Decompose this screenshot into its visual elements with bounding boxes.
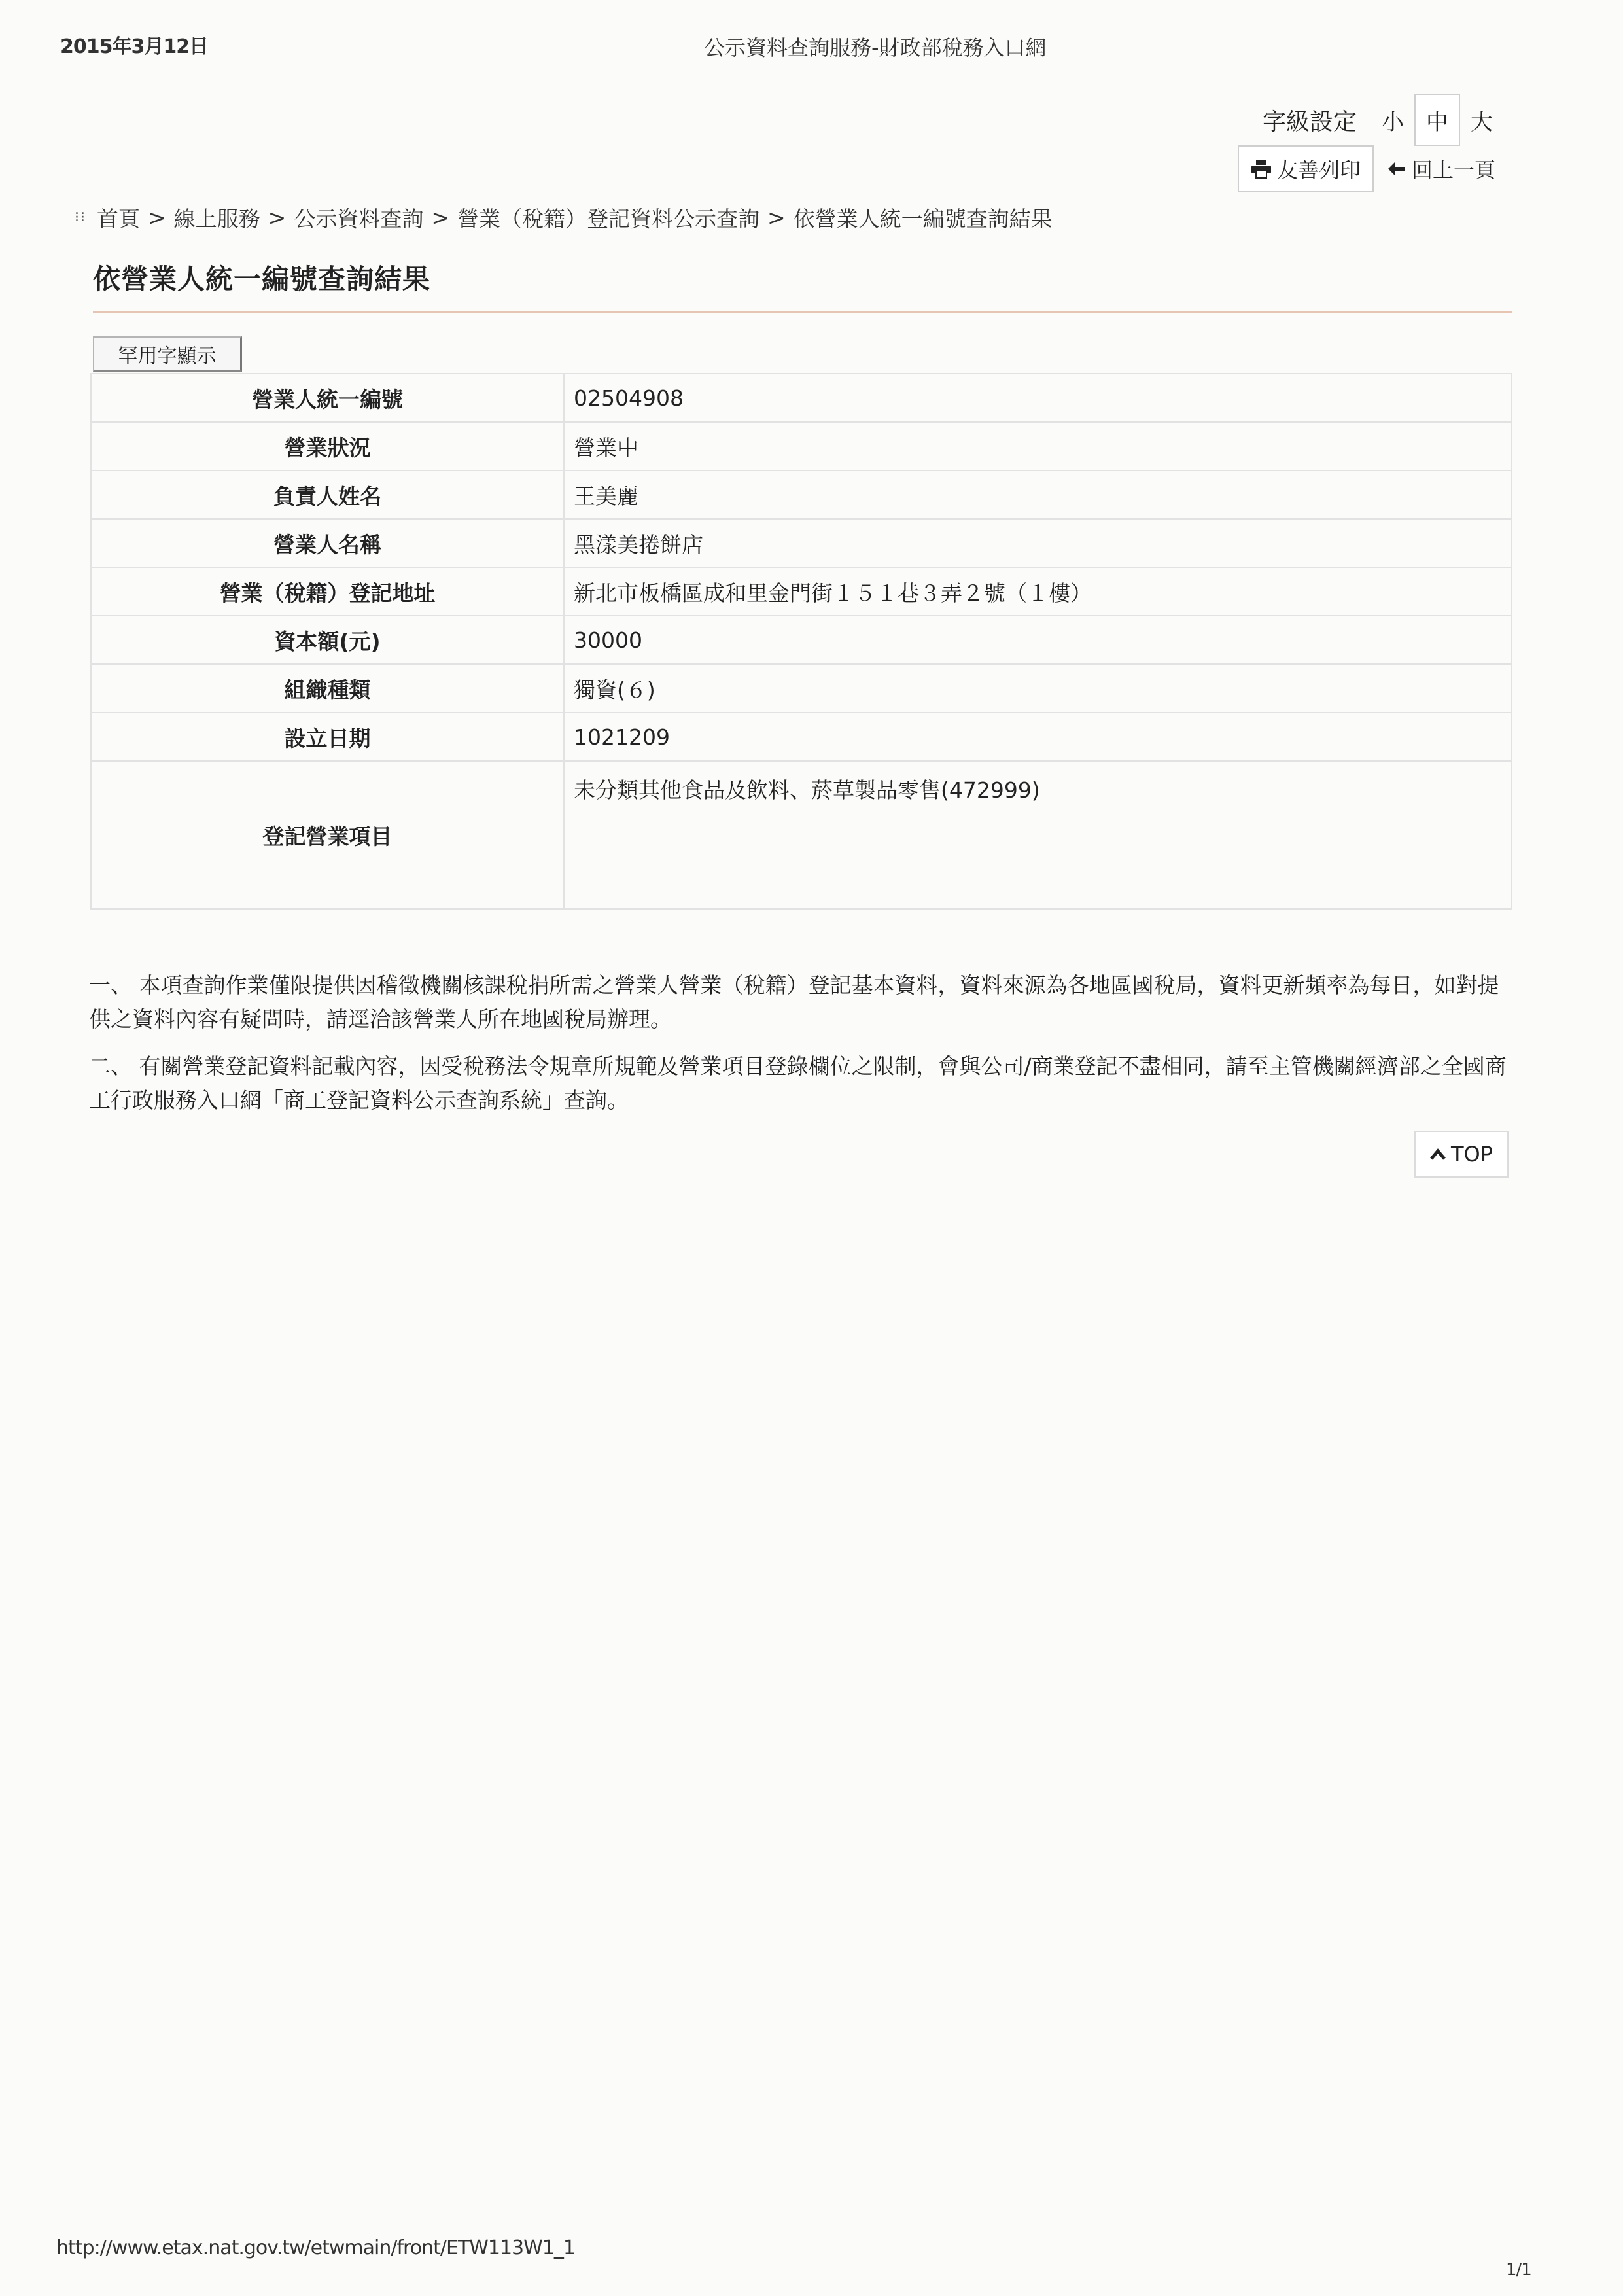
back-to-top-button[interactable] [1414,1131,1509,1178]
breadcrumb-item-online-services[interactable]: 線上服務 [173,205,260,232]
business-info-table [90,373,1512,910]
friendly-print-button[interactable] [1238,145,1374,192]
row-label: 登記營業項目 [91,761,564,909]
table-row [91,422,1512,470]
breadcrumb-item-current: 依營業人統一編號查詢結果 [793,205,1053,232]
table-row [91,567,1512,616]
font-size-large-button[interactable]: 大 [1471,109,1493,135]
top-label: TOP [1450,1142,1493,1167]
row-label: 營業人名稱 [91,519,564,567]
breadcrumb-separator: > [767,204,786,230]
table-row [91,761,1512,909]
font-size-small-button[interactable]: 小 [1382,109,1405,135]
print-page-number: 1/1 [1506,2260,1531,2280]
row-label: 負責人姓名 [91,470,564,519]
breadcrumb-item-registration-query[interactable]: 營業（稅籍）登記資料公示查詢 [457,205,759,232]
row-value: 營業中 [564,422,1512,470]
font-size-setting [1263,96,1503,144]
title-divider [93,311,1512,313]
row-value: 未分類其他食品及飲料、菸草製品零售(472999) [564,761,1512,909]
print-page-title: 公示資料查詢服務-財政部稅務入口網 [704,35,1047,60]
arrow-left-icon [1387,161,1406,177]
page-title: 依營業人統一編號查詢結果 [93,263,431,295]
breadcrumb-item-public-query[interactable]: 公示資料查詢 [294,205,424,232]
row-value: 獨資(６) [564,664,1512,713]
row-label: 資本額(元) [91,616,564,664]
breadcrumb-separator: > [431,204,449,230]
row-label: 營業（稅籍）登記地址 [91,567,564,616]
friendly-print-label: 友善列印 [1276,158,1361,183]
row-value: 新北市板橋區成和里金門街１５１巷３弄２號（１樓） [564,567,1512,616]
row-value: 02504908 [564,374,1512,422]
note-1: 一、 本項查詢作業僅限提供因稽徵機關核課稅捐所需之營業人營業（稅籍）登記基本資料，資料來源為各地區國稅局，資料更新頻率為每日，如對提供之資料內容有疑問時，請逕洽該營業人所在地國稅局辦理。 [89,972,1499,1032]
row-label: 營業狀況 [91,422,564,470]
table-row [91,616,1512,664]
table-row [91,470,1512,519]
table-row [91,713,1512,761]
chevron-up-icon [1430,1148,1446,1160]
breadcrumb [75,203,1053,232]
print-date: 2015年3月12日 [60,35,209,58]
font-size-medium-button[interactable]: 中 [1414,94,1460,146]
back-link[interactable] [1387,145,1495,192]
breadcrumb-item-home[interactable]: 首頁 [97,205,140,232]
row-value: 30000 [564,616,1512,664]
back-label: 回上一頁 [1412,158,1496,183]
row-label: 設立日期 [91,713,564,761]
breadcrumb-separator: > [148,204,166,230]
breadcrumb-dots-icon: ⁝⁝ [75,209,86,226]
table-row [91,519,1512,567]
row-value: 1021209 [564,713,1512,761]
breadcrumb-separator: > [268,204,287,230]
printer-icon [1251,159,1272,179]
table-row [91,374,1512,422]
note-2: 二、 有關營業登記資料記載內容，因受稅務法令規章所規範及營業項目登錄欄位之限制，會與公司/商業登記不盡相同，請至主管機關經濟部之全國商工行政服務入口網「商工登記資料公示查詢系統」查詢。 [89,1053,1507,1113]
rare-character-display-button[interactable]: 罕用字顯示 [93,336,242,372]
row-label: 組織種類 [91,664,564,713]
font-size-label: 字級設定 [1263,108,1357,135]
print-footer-url: http://www.etax.nat.gov.tw/etwmain/front/ETW113W1_1 [56,2236,575,2259]
row-value: 黑漾美捲餅店 [564,519,1512,567]
row-value: 王美麗 [564,470,1512,519]
table-row [91,664,1512,713]
row-label: 營業人統一編號 [91,374,564,422]
